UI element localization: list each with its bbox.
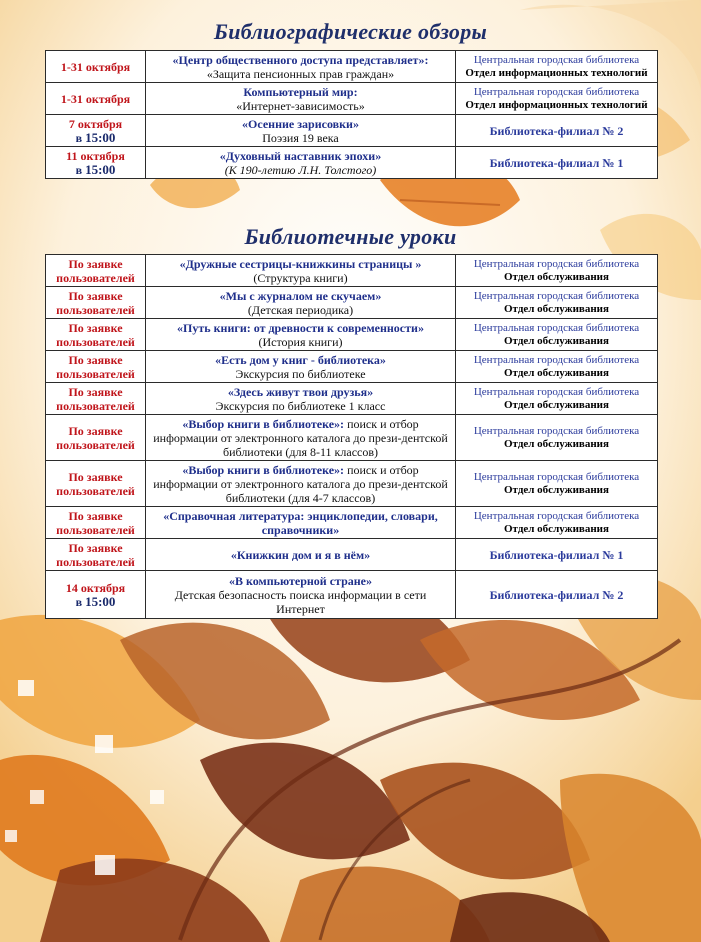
event-title: «Осенние зарисовки» (242, 116, 359, 131)
location-cell (456, 539, 658, 571)
location-library: Центральная городская библиотека (473, 470, 640, 483)
date-cell: 14 октября в 15:00 (46, 571, 146, 619)
date-cell: 1-31 октября (46, 83, 146, 115)
event-cell (146, 287, 456, 319)
event-title: «Центр общественного доступа представляет»: (172, 52, 429, 67)
location-branch: Библиотека-филиал № 2 (489, 587, 624, 602)
table-row (46, 51, 658, 83)
location-cell (456, 83, 658, 115)
location-cell (456, 319, 658, 351)
location-library: Центральная городская библиотека (473, 385, 640, 398)
event-title: «Духовный наставник эпохи» (219, 148, 382, 163)
event-cell (146, 507, 456, 539)
event-cell (146, 415, 456, 461)
event-title: «Здесь живут твои друзья» (227, 384, 374, 399)
location-cell (456, 147, 658, 179)
event-cell (146, 571, 456, 619)
event-cell (146, 461, 456, 507)
reviews-table (45, 50, 658, 179)
event-description: (История книги) (258, 334, 343, 349)
location-branch: Библиотека-филиал № 2 (489, 123, 624, 138)
event-cell (146, 539, 456, 571)
event-description: «Интернет-зависимость» (236, 98, 365, 113)
event-description: Поэзия 19 века (262, 130, 339, 145)
date-cell: По заявке пользователей (46, 383, 146, 415)
table-row (46, 539, 658, 571)
location-cell (456, 51, 658, 83)
table-row (46, 83, 658, 115)
event-cell (146, 383, 456, 415)
event-title: «Путь книги: от древности к современности» (177, 320, 424, 335)
date-cell: По заявке пользователей (46, 507, 146, 539)
event-title: «Справочная литература: энциклопедии, словари, справочники» (163, 508, 438, 537)
date-cell: По заявке пользователей (46, 415, 146, 461)
event-description: поиск и отбор информации от электронного каталога до прези-дентской библиотеки (для 4-7 классов) (153, 462, 448, 505)
location-department: Отдел информационных технологий (465, 98, 648, 111)
location-cell (456, 383, 658, 415)
event-description: Экскурсия по библиотеке (235, 366, 366, 381)
lessons-heading: Библиотечные уроки (244, 224, 457, 249)
event-description: Детская безопасность поиска информации в сети Интернет (174, 587, 427, 616)
table-row (46, 115, 658, 147)
location-department: Отдел обслуживания (504, 398, 609, 411)
event-description: «Защита пенсионных прав граждан» (206, 66, 395, 81)
event-description: (Структура книги) (253, 270, 348, 285)
date-cell: По заявке пользователей (46, 461, 146, 507)
event-title: Компьютерный мир: (243, 84, 358, 99)
location-department: Отдел обслуживания (504, 334, 609, 347)
event-cell (146, 115, 456, 147)
location-library: Центральная городская библиотека (473, 257, 640, 270)
location-cell (456, 415, 658, 461)
location-department: Отдел обслуживания (504, 483, 609, 496)
event-title: «Мы с журналом не скучаем» (219, 288, 382, 303)
event-cell (146, 319, 456, 351)
table-row (46, 383, 658, 415)
table-row (46, 255, 658, 287)
event-title: «Книжкин дом и я в нём» (230, 547, 371, 562)
location-cell (456, 255, 658, 287)
location-cell (456, 461, 658, 507)
location-department: Отдел обслуживания (504, 366, 609, 379)
date-cell: По заявке пользователей (46, 287, 146, 319)
table-row (46, 415, 658, 461)
location-department: Отдел обслуживания (504, 522, 609, 535)
location-library: Центральная городская библиотека (473, 509, 640, 522)
date-cell: По заявке пользователей (46, 319, 146, 351)
location-department: Отдел информационных технологий (465, 66, 648, 79)
location-library: Центральная городская библиотека (473, 353, 640, 366)
location-cell (456, 351, 658, 383)
date-cell: По заявке пользователей (46, 255, 146, 287)
event-description: (К 190-летию Л.Н. Толстого) (224, 162, 377, 177)
date-cell: 1-31 октября (46, 51, 146, 83)
event-title: «Выбор книги в библиотеке»: (182, 462, 345, 477)
table-row (46, 507, 658, 539)
location-library: Центральная городская библиотека (473, 53, 640, 66)
table-row (46, 287, 658, 319)
event-cell (146, 351, 456, 383)
date-cell: По заявке пользователей (46, 539, 146, 571)
event-cell (146, 83, 456, 115)
date-cell: 7 октября в 15:00 (46, 115, 146, 147)
event-title: «Есть дом у книг - библиотека» (215, 352, 386, 367)
table-row (46, 461, 658, 507)
table-row (46, 571, 658, 619)
location-library: Центральная городская библиотека (473, 289, 640, 302)
location-cell (456, 287, 658, 319)
location-branch: Библиотека-филиал № 1 (489, 155, 624, 170)
date-cell: 11 октября в 15:00 (46, 147, 146, 179)
event-cell (146, 51, 456, 83)
event-cell (146, 255, 456, 287)
location-library: Центральная городская библиотека (473, 321, 640, 334)
event-description: (Детская периодика) (247, 302, 354, 317)
event-description: Экскурсия по библиотеке 1 класс (215, 398, 386, 413)
location-cell (456, 507, 658, 539)
location-department: Отдел обслуживания (504, 437, 609, 450)
reviews-heading: Библиографические обзоры (213, 19, 488, 44)
location-cell (456, 571, 658, 619)
location-branch: Библиотека-филиал № 1 (489, 547, 624, 562)
location-library: Центральная городская библиотека (473, 85, 640, 98)
date-cell: По заявке пользователей (46, 351, 146, 383)
event-description: поиск и отбор информации от электронного каталога до прези-дентской библиотеки (для 8-11 классов) (153, 416, 448, 459)
location-library: Центральная городская библиотека (473, 424, 640, 437)
table-row (46, 319, 658, 351)
event-title: «В компьютерной стране» (229, 573, 372, 588)
location-department: Отдел обслуживания (504, 270, 609, 283)
table-row (46, 351, 658, 383)
event-title: «Выбор книги в библиотеке»: (182, 416, 345, 431)
lessons-table (45, 254, 658, 619)
table-row (46, 147, 658, 179)
location-department: Отдел обслуживания (504, 302, 609, 315)
location-cell (456, 115, 658, 147)
event-title: «Дружные сестрицы-книжкины страницы » (179, 256, 422, 271)
event-cell (146, 147, 456, 179)
